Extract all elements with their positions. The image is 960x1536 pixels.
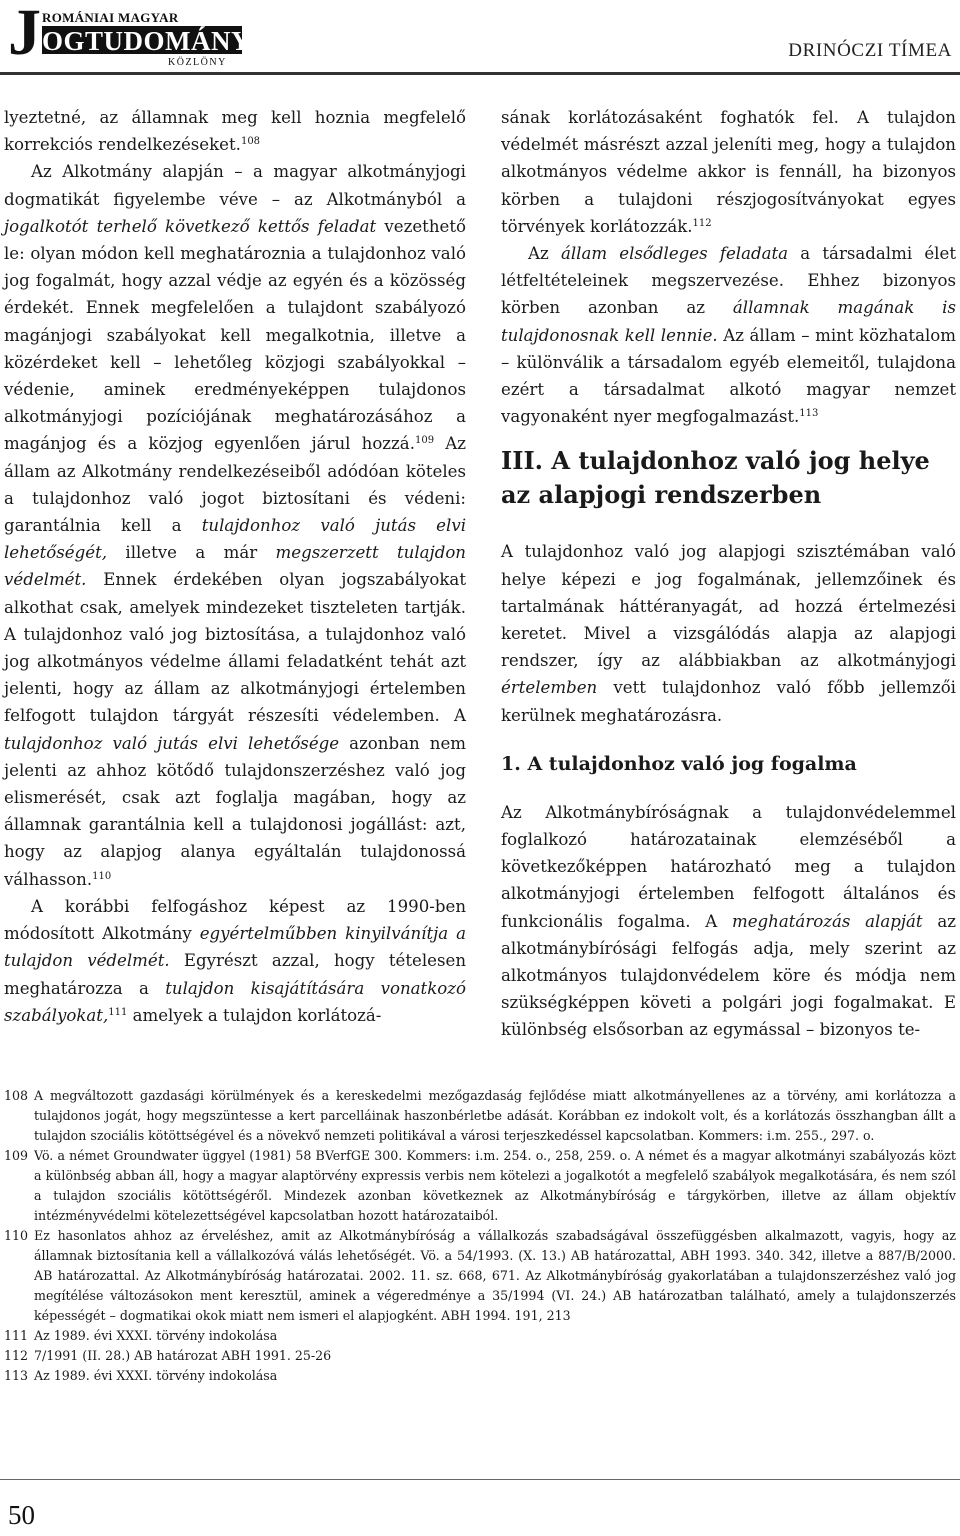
left-column [4,104,466,1029]
emphasis: egyértelműbben kinyilvánítja a tulajdon védelmét. [4,924,466,971]
subsection-heading: 1. A tulajdonhoz való jog fogalma [501,752,857,775]
footnote-number: 109 [4,1148,29,1163]
footnote [4,1086,956,1146]
footnote-ref[interactable]: 109 [414,435,435,447]
footnote-text: Az 1989. évi XXXI. törvény indokolása [34,1328,278,1343]
logo-initial: J [8,0,41,69]
footnote-ref[interactable]: 110 [92,870,112,882]
footnote-ref[interactable]: 113 [799,408,819,420]
footnote-text: Vö. a német Groundwater üggyel (1981) 58 BVerfGE 300. Kommers: i.m. 254. o., 258, 259. o. A német és a magyar alkotmányi szabályozás közt a különbség abban áll, hogy a magyar alaptörvény expressis verbis nem kötelezi a jogalkotót a megfelelő szabályok megalkotására, és nem szól a tulajdon szociális kötöttségéről. Mindezek azonban következnek az Alkotmánybíróság e tárgykörben, illetve az állam objektív intézményvédelmi kötelezettségével kapcsolatban hozott határozataiból. [34,1148,956,1223]
emphasis: értelemben [501,678,598,698]
emphasis: tulajdon kisajátítására vonatkozó szabályokat, [4,978,466,1025]
footnote-number: 110 [4,1228,29,1243]
emphasis: tulajdonhoz való jutás elvi lehetőségét, [4,516,466,563]
footnote-text: 7/1991 (II. 28.) AB határozat ABH 1991. 25-26 [34,1348,332,1363]
body-paragraph: Az Alkotmánybíróságnak a tulajdonvédelemmel foglalkozó határozatainak elemzéséből a következőképpen határozható meg a tulajdon alkotmányjogi értelemben felfogott általános és funkcionális fogalma. A meghatározás alapját az alkotmánybírósági felfogás adja, mely szerint az alkotmányos tulajdonvédelem köre és módja nem szükségképpen követi a polgári jogi fogalmakat. E különbség elsősorban az egymással – bizonyos te- [501,802,956,1040]
footnote-ref[interactable]: 112 [692,217,712,229]
body-paragraph: Az állam elsődleges feladata a társadalmi élet létfeltételeinek megszervezése. Ehhez bizonyos körben azonban az államnak magának is tulajdonosnak kell lennie. Az állam – mint közhatalom – különválik a társadalom egyéb elemeitől, tulajdona ezért a társadalmat alkotó magyar nemzet vagyonaként nyer megfogalmazást.$^{113}$ [501,244,957,427]
running-header-author: DRINÓCZI TÍMEA [788,40,952,61]
footnote-text: Ez hasonlatos ahhoz az érveléshez, amit az Alkotmánybíróság a vállalkozás szabadságával összefüggésben alkalmazott, vagyis, hogy az államnak biztosítania kell a vállalkozóvá válás lehetőségét. Vö. a 54/1993. (X. 13.) AB határozattal, ABH 1993. 340. 342, illetve a 887/B/2000. AB határozattal. Az Alkotmánybíróság határozatai. 2002. 11. sz. 668, 671. Az Alkotmánybíróság gyakorlatában a tulajdonszerzéshez való jog megítélése változásokon ment keresztül, aminek a végeredménye a 35/1994 (VI. 24.) AB határozatban található, amely a tulajdonszerzés képességét – dogmatikai okok miatt nem ismeri el alapjogként. ABH 1994. 191, 213 [34,1228,956,1323]
right-paragraphs-after [501,799,956,1044]
right-paragraphs-before [501,104,956,430]
right-paragraphs-mid [501,538,956,728]
logo-line-bottom: KÖZLÖNY [168,57,227,68]
logo-line-top: ROMÁNIAI MAGYAR [42,10,179,25]
logo-band: OGTUDOMÁNYI [42,26,262,56]
emphasis: jogalkotót terhelő következő kettős feladat [4,216,377,236]
header-rule [0,72,960,75]
body-paragraph: Az Alkotmány alapján – a magyar alkotmányjogi dogmatikát figyelembe véve – az Alkotmányból a jogalkotót terhelő következő kettős feladat vezethető le: olyan módon kell meghatároznia a tulajdonhoz való jog fogalmát, hogy azzal védje az egyén és a közösség érdekét. Ennek megfelelően a tulajdont szabályozó magánjogi szabályokat kell megalkotnia, illetve a közérdeket kell – lehetőleg közjogi szabályokkal – védenie, aminek eredményeképpen tulajdonos alkotmányjogi pozíciójának meghatározásához a magánjog és a közjog egyenlően járul hozzá.$^{109}$ Az állam az Alkotmány rendelkezéseiből adódóan köteles a tulajdonhoz való jogot biztosítani és védeni: garantálnia kell a tulajdonhoz való jutás elvi lehetőségét, illetve a már megszerzett tulajdon védelmét. Ennek érdekében olyan jogszabályokat alkothat csak, amelyek mindezeket tiszteleten tartják. A tulajdonhoz való jog biztosítása, a tulajdonhoz való jog alkotmányos védelme állami feladatként tehát azt jelenti, hogy az állam az alkotmányjogi értelemben felfogott tulajdon tárgyát részesíti védelemben. A tulajdonhoz való jutás elvi lehetősége azonban nem jelenti az ahhoz kötődő tulajdonszerzéshez való jog elismerését, csak azt foglalja magában, hogy az államnak garantálnia kell a tulajdonosi jogállást: azt, hogy az alapjog alanya egyáltalán tulajdonossá válhasson.$^{110}$ [4,162,467,889]
footnote-ref[interactable]: 108 [240,136,261,148]
emphasis: államnak magának is tulajdonosnak kell lennie. [501,298,956,345]
body-paragraph: A tulajdonhoz való jog alapjogi szisztémában való helye képezi e jog fogalmának, jellemzőinek és tartalmának háttéranyagát, ad hozzá értelmezési keretet. Mivel a vizsgálódás alapja az alapjogi rendszer, így az alábbiakban az alkotmányjogi értelemben vett tulajdonhoz való főbb jellemzői kerülnek meghatározásra. [501,542,956,725]
footnote [4,1226,956,1326]
right-column [501,104,956,1044]
footnote-ref[interactable]: 111 [108,1006,128,1018]
footnote-text: A megváltozott gazdasági körülmények és a kereskedelmi mezőgazdaság fejlődése miatt alkotmányellenes az a törvény, ami korlátozza a tulajdonos jogát, hogy megszüntesse a kert parcelláinak haszonbérletbe adását. Korábban ez indokolt volt, és a korlátozás összhangban állt a tulajdon szociális kötöttségével és a növekvő nemzeti politikával a városi terjeszkedéssel kapcsolatban. Kommers: i.m. 255., 297. o. [34,1088,956,1143]
footnote-rule [0,1479,960,1480]
footnote [4,1346,956,1366]
emphasis: meghatározás alapját [732,911,923,931]
emphasis: tulajdonhoz való jutás elvi lehetősége [4,733,340,753]
footnote-number: 108 [4,1088,29,1103]
section-heading: III. A tulajdonhoz való jog helye az alapjogi rendszerben [501,446,930,510]
footnote-number: 112 [4,1348,29,1363]
footnote [4,1146,956,1226]
body-paragraph: A korábbi felfogáshoz képest az 1990-ben módosított Alkotmány egyértelműbben kinyilvánítja a tulajdon védelmét. Egyrészt azzal, hogy tételesen meghatározza a tulajdon kisajátítására vonatkozó szabályokat,$^{111}$ amelyek a tulajdon korlátozá- [4,896,467,1025]
footnote-number: 111 [4,1328,29,1343]
emphasis: állam elsődleges feladata [560,244,789,264]
body-paragraph: sának korlátozásaként foghatók fel. A tulajdon védelmét másrészt azzal jeleníti meg, hogy a tulajdon alkotmányos védelme akkor is fennáll, ha bizonyos körben a tulajdoni részjogosítványokat egyes törvények korlátozzák.$^{112}$ [501,108,956,236]
emphasis: megszerzett tulajdon védelmét. [4,543,466,590]
footnote [4,1366,956,1386]
footnote-text: Az 1989. évi XXXI. törvény indokolása [34,1368,278,1383]
footnote [4,1326,956,1346]
footnotes [4,1086,956,1386]
journal-logo [8,0,262,69]
body-paragraph: lyeztetné, az államnak meg kell hoznia megfelelő korrekciós rendelkezéseket.$^{108}$ [4,108,466,155]
page-number: 50 [8,1500,35,1530]
footnote-number: 113 [4,1368,29,1383]
